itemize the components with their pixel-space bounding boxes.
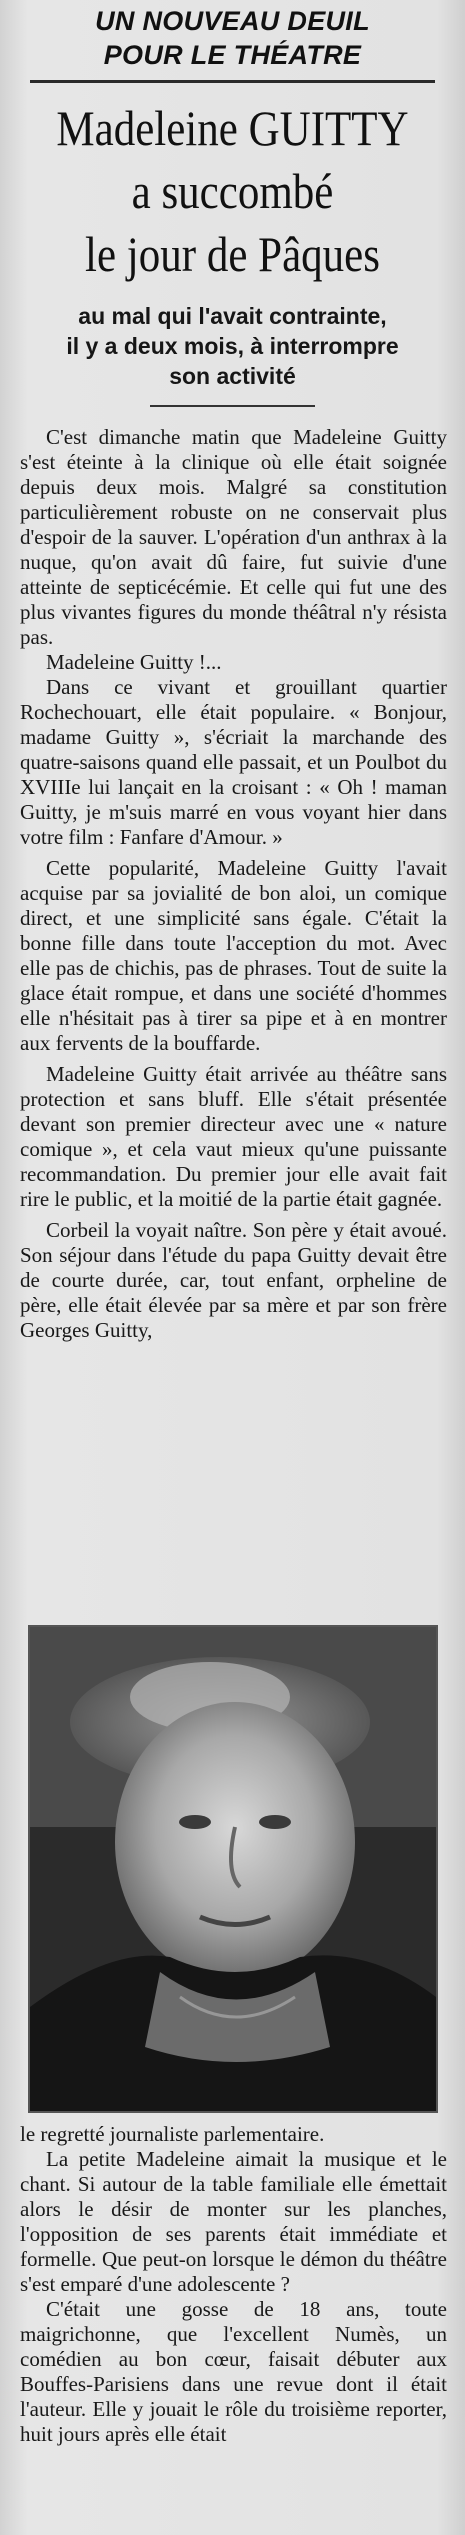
paragraph: C'était une gosse de 18 ans, toute maigrichonne, que l'excellent Numès, un comédien au bon cœur, faisait débuter aux Bouffes-Parisiens dans une revue dont il était l'auteur. Elle y jouait le rôle du troisième reporter, huit jours après elle était [20, 2297, 447, 2446]
paragraph: le regretté journaliste parlementaire. [20, 2122, 325, 2146]
paragraph: Cette popularité, Madeleine Guitty l'avait acquise par sa jovialité de bon aloi, un comique direct, et une simplicité sans égale. C'était la bonne fille dans toute l'acception du mot. Avec elle pas de chichis, pas de phrases. Tout de suite la glace était rompue, et dans une société d'hommes elle n'hésitait pas à tirer sa pipe et à en montrer aux fervents de la bouffarde. [20, 856, 447, 1055]
paragraph: Madeleine Guitty était arrivée au théâtre sans protection et sans bluff. Elle s'était présentée devant son premier directeur avec une « nature comique », et cela vaut mieux qu'une puissante recommandation. Du premier jour elle avait fait rire le public, et la moitié de la partie était gagnée. [20, 1062, 447, 1211]
paragraph: Dans ce vivant et grouillant quartier Rochechouart, elle était populaire. « Bonjour, madame Guitty », s'écriait la marchande des quatre-saisons quand elle passait, et un Poulbot du XVIIIe lui lançait en la croisant : « Oh ! maman Guitty, je m'suis marré en vous voyant hier dans votre film : Fanfare d'Amour. » [20, 675, 447, 849]
paragraph: C'est dimanche matin que Madeleine Guitty s'est éteinte à la clinique où elle était soignée depuis deux mois. Malgré sa constitution particulièrement robuste on ne conservait plus d'espoir de la sauver. L'opération d'un anthrax à la nuque, qu'on avait dû faire, fut suivie d'une atteinte de septicécémie. Et celle qui fut une des plus vivantes figures du monde théâtral n'y résista pas. [20, 425, 447, 649]
deck-divider [150, 405, 315, 407]
headline-line-3: le jour de Pâques [85, 226, 380, 282]
deck-line-1: au mal qui l'avait contrainte, [78, 303, 387, 329]
portrait-illustration [30, 1627, 436, 2111]
title-divider [30, 80, 435, 83]
headline-line-2: a succombé [131, 163, 334, 219]
article-body-bottom [20, 2122, 447, 2447]
portrait-photo [28, 1625, 438, 2113]
kicker-line-2: POUR LE THÉATRE [103, 40, 362, 70]
paragraph: La petite Madeleine aimait la musique et le chant. Si autour de la table familiale elle émettait alors le désir de monter sur les planches, l'opposition de ses parents était immédiate et formelle. Que peut-on lorsque le démon du théâtre s'est emparé d'une adolescente ? [20, 2147, 447, 2296]
article-body-top [20, 425, 447, 1343]
paragraph: Corbeil la voyait naître. Son père y était avoué. Son séjour dans l'étude du papa Guitty devait être de courte durée, car, tout enfant, orpheline de père, elle était élevée par sa mère et par son frère Georges Guitty, [20, 1218, 447, 1342]
kicker-line-1: UN NOUVEAU DEUIL [95, 6, 370, 36]
deck-line-3: son activité [169, 363, 296, 389]
headline-line-1: Madeleine GUITTY [56, 100, 409, 156]
paragraph: Madeleine Guitty !... [46, 650, 222, 674]
deck-line-2: il y a deux mois, à interrompre [66, 333, 399, 359]
